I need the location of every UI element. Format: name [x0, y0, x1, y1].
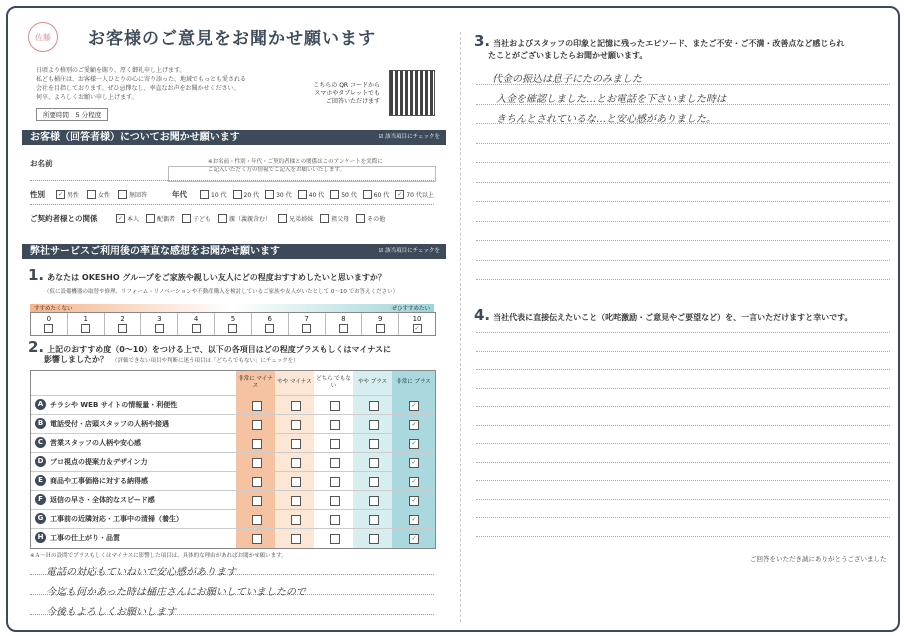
question-1-note: （仮に設備機器の取替や修理、リフォーム・リノベーションや不動産購入を検討しているご家族や友人がいたとして 0〜10 でお答えください） [44, 289, 399, 295]
relation-option[interactable]: ✓ 本人 [117, 215, 140, 223]
answer-line [476, 162, 890, 163]
age-option[interactable]: 10 代 [200, 190, 227, 199]
handwritten-answer: きちんとされているな…と安心感がありました。 [496, 114, 716, 125]
recommend-scale [30, 312, 436, 336]
checkbox[interactable] [87, 190, 96, 199]
table-row [31, 490, 435, 510]
scale-option[interactable]: 1 [68, 313, 105, 335]
relation-option[interactable]: 兄弟姉妹 [278, 214, 313, 223]
row-item [35, 399, 177, 410]
page-title: お客様のご意見をお聞かせ願います [88, 29, 376, 49]
gender-option[interactable]: 無回答 [118, 190, 147, 199]
answer-line [476, 240, 890, 241]
checkbox[interactable]: ✓ [414, 325, 420, 332]
age-option[interactable]: 50 代 [330, 190, 357, 199]
checkbox[interactable] [291, 420, 301, 430]
row-label: 営業スタッフの人柄や安心感 [50, 438, 141, 447]
checkbox[interactable] [330, 515, 340, 525]
checkbox[interactable] [330, 534, 340, 544]
age-option[interactable]: 60 代 [363, 190, 390, 199]
answer-line [476, 406, 890, 407]
age-options [200, 190, 434, 199]
checkbox[interactable] [233, 190, 242, 199]
row-label: 返信の早さ・全体的なスピード感 [50, 495, 155, 504]
col-header: どちら でもない [316, 375, 351, 389]
checkbox[interactable] [118, 324, 127, 333]
qr-code[interactable] [389, 70, 435, 116]
checkbox[interactable] [330, 190, 339, 199]
gender-label: 性別 [30, 190, 45, 199]
answer-line [476, 221, 890, 222]
question-number: 2. [28, 338, 45, 356]
answer-line [476, 84, 890, 85]
row-label: 工事の仕上がり・品質 [50, 533, 120, 542]
checkbox[interactable] [369, 458, 379, 468]
question-text: 上記のおすすめ度（0〜10）をつける上で、以下の各項目はどの程度プラスもしくはマイナスに [47, 345, 392, 354]
question-3: 3. 当社およびスタッフの印象と記憶に残ったエピソード、またご不安・ご不満・改善点など感じられ たことがございましたらお聞かせ願います。 [474, 32, 845, 60]
checkbox[interactable] [363, 190, 372, 199]
checkbox[interactable] [356, 214, 365, 223]
checkbox[interactable] [252, 534, 262, 544]
table-note: ※Ａ〜Ｈの設問でプラスもしくはマイナスに影響した項目は、具体的な理由があればお聞かせ願います。 [30, 553, 287, 559]
section2-header [22, 244, 446, 259]
checkbox[interactable] [252, 420, 262, 430]
checkbox[interactable] [192, 324, 201, 333]
qr-caption: こちらの QR コードから スマホやタブレットでも ご回答いただけます [313, 82, 380, 105]
age-option[interactable]: 30 代 [265, 190, 292, 199]
checkbox[interactable] [278, 214, 287, 223]
checkbox[interactable]: ✓ [409, 515, 419, 525]
checkbox[interactable] [369, 534, 379, 544]
table-row [31, 433, 435, 453]
relation-option[interactable]: その他 [356, 214, 385, 223]
handwritten-answer: 今迄も何かあった時は桶庄さんにお願いしていましたので [46, 587, 306, 598]
scale-option[interactable]: 10 ✓ [412, 315, 422, 332]
table-row [31, 395, 435, 415]
checkbox[interactable] [291, 477, 301, 487]
col-header: 非常に マイナス [238, 375, 273, 389]
answer-line [476, 123, 890, 124]
checkbox[interactable] [369, 515, 379, 525]
table-row [31, 452, 435, 472]
checkbox[interactable]: ✓ [409, 477, 419, 487]
checkbox[interactable]: ✓ [409, 401, 419, 411]
handwritten-answer: 電話の対応もていねいで安心感があります [46, 567, 236, 578]
row-letter: C [35, 437, 46, 448]
checkbox[interactable] [228, 324, 237, 333]
row-letter: E [35, 475, 46, 486]
row-item [35, 456, 148, 467]
row-letter: A [35, 399, 46, 410]
checkbox[interactable] [320, 214, 329, 223]
relation-options [116, 214, 385, 223]
checkbox[interactable] [291, 439, 301, 449]
row-item [35, 418, 169, 429]
thanks-text: ご回答をいただき誠にありがとうございました [750, 555, 887, 563]
checkbox[interactable] [369, 420, 379, 430]
relation-label: ご契約者様との関係 [30, 214, 98, 223]
answer-line [476, 517, 890, 518]
check-note: ☑ 該当項目にチェックを [378, 134, 440, 140]
answer-line [476, 182, 890, 183]
row-letter: G [35, 513, 46, 524]
checkbox[interactable] [330, 420, 340, 430]
table-row [31, 471, 435, 491]
table-row [31, 509, 435, 529]
answer-line [476, 201, 890, 202]
checkbox[interactable] [369, 496, 379, 506]
checkbox[interactable] [291, 401, 301, 411]
row-item [35, 437, 141, 448]
checkbox[interactable] [265, 324, 274, 333]
question-2-note: （評価できない項目や判断に迷う項目は「どちらでもない」にチェックを） [112, 358, 299, 364]
question-2-line2: 影響しましたか？ （評価できない項目や判断に迷う項目は「どちらでもない」にチェックを） [44, 355, 299, 364]
question-text: 当社代表に直接伝えたいこと（叱咤激励・ご意見やご要望など）を、一言いただけますと幸いです。 [493, 313, 853, 322]
col-header: 非常に プラス [396, 379, 431, 385]
checkbox[interactable] [182, 214, 191, 223]
checkbox[interactable]: ✓ [409, 439, 419, 449]
checkbox[interactable] [252, 458, 262, 468]
checkbox[interactable] [330, 401, 340, 411]
checkbox[interactable]: ✓ [409, 496, 419, 506]
seal-stamp: 佐藤 [28, 22, 58, 52]
col-header: やや マイナス [277, 379, 312, 385]
relation-option[interactable]: 親（義親含む） [218, 214, 271, 223]
question-number: 1. [28, 266, 45, 284]
row-item [35, 494, 155, 505]
checkbox[interactable] [376, 324, 385, 333]
checkbox[interactable] [44, 324, 53, 333]
check-note: ☑ 該当項目にチェックを [378, 248, 440, 254]
row-letter: B [35, 418, 46, 429]
scale-option[interactable]: 5 [215, 313, 252, 335]
checkbox[interactable] [81, 324, 90, 333]
question-number: 3. [474, 32, 491, 50]
checkbox[interactable] [218, 214, 227, 223]
checkbox[interactable]: ✓ [409, 458, 419, 468]
checkbox[interactable] [155, 324, 164, 333]
scale-left-label: すすめたくない [34, 306, 73, 312]
scale-option[interactable]: 8 [326, 313, 363, 335]
checkbox[interactable]: ✓ [57, 191, 64, 198]
answer-line [476, 462, 890, 463]
checkbox[interactable] [302, 324, 311, 333]
gender-option[interactable]: ✓ 男性 [57, 191, 80, 199]
checkbox[interactable] [200, 190, 209, 199]
scale-option[interactable]: 9 [362, 313, 399, 335]
answer-line [476, 425, 890, 426]
relation-option[interactable]: 祖父母 [320, 214, 349, 223]
checkbox[interactable] [298, 190, 307, 199]
row-label: 工事前の近隣対応・工事中の清掃（養生） [50, 514, 183, 523]
checkbox[interactable] [118, 190, 127, 199]
checkbox[interactable] [330, 477, 340, 487]
answer-line [476, 351, 890, 352]
handwritten-answer: 入金を確認しました…とお電話を下さいました時は [496, 94, 726, 105]
answer-line [476, 536, 890, 537]
checkbox[interactable] [369, 477, 379, 487]
row-letter: F [35, 494, 46, 505]
answer-line [476, 499, 890, 500]
checkbox[interactable] [252, 477, 262, 487]
checkbox[interactable] [369, 439, 379, 449]
row-item [35, 475, 148, 486]
age-label: 年代 [172, 190, 187, 199]
age-option[interactable]: 20 代 [233, 190, 260, 199]
checkbox[interactable] [330, 496, 340, 506]
row-label: チラシや WEB サイトの情報量・利便性 [50, 400, 178, 409]
checkbox[interactable] [252, 439, 262, 449]
answer-line [476, 260, 890, 261]
row-letter: D [35, 456, 46, 467]
name-label: お名前 [30, 159, 53, 168]
answer-line [476, 369, 890, 370]
section2-title: 弊社サービスご利用後の率直な感想をお聞かせ願います [30, 246, 280, 257]
checkbox[interactable] [291, 458, 301, 468]
checkbox[interactable] [369, 401, 379, 411]
answer-line [476, 143, 890, 144]
checkbox[interactable]: ✓ [409, 420, 419, 430]
checkbox[interactable] [291, 496, 301, 506]
question-text: あなたは OKESHO グループをご家族や親しい友人にどの程度おすすめしたいと思いますか？ [47, 273, 386, 282]
question-4 [474, 306, 853, 324]
section1-header [22, 130, 446, 145]
question-text: 当社およびスタッフの印象と記憶に残ったエピソード、またご不安・ご不満・改善点など感じられ [493, 39, 845, 48]
survey-sheet [6, 6, 900, 632]
checkbox[interactable] [265, 190, 274, 199]
scale-option[interactable]: 0 [31, 313, 68, 335]
checkbox[interactable]: ✓ [117, 215, 124, 222]
scale-option[interactable]: 4 [178, 313, 215, 335]
answer-line [476, 388, 890, 389]
name-note: ※お名前・性別・年代・ご契約者様との関係はこのアンケートを実際に ご記入いただく方の情報でご記入をお願いいたします。 [208, 159, 383, 173]
section1-title: お客様（回答者様）についてお聞かせ願います [30, 132, 240, 143]
row-label: 電話受付・店頭スタッフの人柄や接遇 [50, 419, 169, 428]
gender-options [56, 190, 147, 199]
intro-text: 日頃より格別のご愛顧を賜り、厚く御礼申し上げます。 私ども桶庄は、お客様一人ひとりの心に寄り添った、地域でもっとも愛される 会社を目指しております。ぜひ忌憚なし、率直なお声をお聞かせください。 何卒、よろしくお願い申し上げます。 [36, 67, 247, 101]
row-label: 商品や工事価格に対する納得感 [50, 476, 148, 485]
checkbox[interactable] [339, 324, 348, 333]
age-option[interactable]: 40 代 [298, 190, 325, 199]
divider-line [30, 204, 434, 205]
scale-gradient [30, 304, 434, 312]
answer-line [476, 443, 890, 444]
checkbox[interactable] [252, 496, 262, 506]
gender-option[interactable]: 女性 [87, 190, 110, 199]
scale-right-label: ぜひすすめたい [391, 306, 430, 312]
time-estimate: 所要時間 5 分程度 [36, 108, 108, 121]
answer-line [476, 332, 890, 333]
answer-line [476, 104, 890, 105]
checkbox[interactable] [291, 534, 301, 544]
relation-option[interactable]: 子ども [182, 214, 211, 223]
age-option[interactable]: ✓ 70 代以上 [397, 191, 434, 199]
answer-line [476, 480, 890, 481]
answer-line [476, 279, 890, 280]
scale-option[interactable]: 2 [105, 313, 142, 335]
checkbox[interactable]: ✓ [397, 191, 403, 198]
relation-option[interactable]: 配偶者 [146, 214, 175, 223]
handwritten-answer: 今後もよろしくお願いします [46, 607, 176, 618]
row-item [35, 532, 120, 543]
question-number: 4. [474, 306, 491, 324]
table-row [31, 528, 435, 548]
checkbox[interactable] [330, 439, 340, 449]
name-field[interactable] [168, 166, 436, 182]
scale-option[interactable]: 7 [289, 313, 326, 335]
scale-option[interactable]: 3 [141, 313, 178, 335]
checkbox[interactable]: ✓ [409, 534, 419, 544]
checkbox[interactable] [252, 515, 262, 525]
row-letter: H [35, 532, 46, 543]
table-row [31, 414, 435, 434]
checkbox[interactable] [330, 458, 340, 468]
center-divider [460, 32, 461, 622]
checkbox[interactable] [291, 515, 301, 525]
scale-option[interactable]: 6 [252, 313, 289, 335]
checkbox[interactable] [252, 401, 262, 411]
question-1 [28, 266, 386, 284]
checkbox[interactable] [146, 214, 155, 223]
row-item [35, 513, 183, 524]
col-header: やや プラス [357, 379, 388, 385]
row-label: プロ視点の提案力＆デザイン力 [50, 457, 148, 466]
handwritten-answer: 代金の振込は息子にたのみました [492, 74, 642, 85]
influence-table [30, 370, 436, 549]
